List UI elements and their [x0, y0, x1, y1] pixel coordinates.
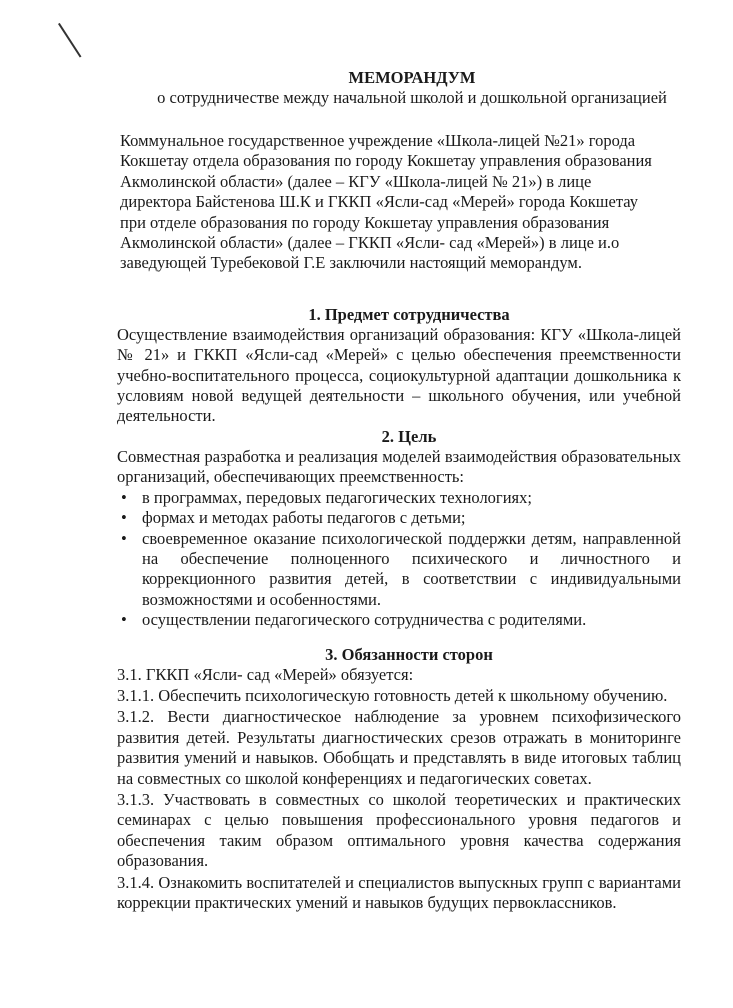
list-item	[121, 610, 681, 630]
document-title: МЕМОРАНДУМ	[348, 68, 476, 87]
intro-line: Акмолинской области» (далее – КГУ «Школа-лицей № 21») в лице	[120, 171, 592, 191]
list-item-text: осуществлении педагогического сотрудничества с родителями.	[142, 610, 587, 630]
list-item-text: в программах, передовых педагогических технологиях;	[142, 487, 532, 507]
section-text: Осуществление взаимодействия организаций образования: КГУ «Школа-лицей № 21» и ГККП «Ясли-сад «Мерей» с целью обеспечения преемственности учебно-воспитательного процесса, социокультурной адаптации дошкольника к условиям новой ведущей деятельности – школьного обучения, или учебной деятельности.	[117, 324, 681, 426]
intro-line: Кокшетау отдела образования по городу Кокшетау управления образования	[120, 151, 652, 171]
intro-paragraph	[117, 131, 681, 274]
bullet-icon: •	[121, 487, 127, 507]
document-subtitle: о сотрудничестве между начальной школой и дошкольной организацией	[157, 88, 667, 107]
list-item-text: формах и методах работы педагогов с детьми;	[142, 508, 466, 528]
list-item-text: своевременное оказание психологической поддержки детям, направленной на обеспечение полноценного психического и личностного и коррекционного развития детей, в соответствии с индивидуальными возможностями и особенностями.	[142, 528, 681, 609]
bullet-icon: •	[121, 508, 127, 528]
obligation-item: 3.1.2. Вести диагностическое наблюдение за уровнем психофизического развития детей. Результаты диагностических срезов отражать в мониторинге развития умений и навыков. Обобщать и представлять в виде итоговых таблиц на совместных со школой конференциях и педагогических советах.	[117, 707, 681, 788]
bullet-icon: •	[121, 610, 127, 630]
intro-line: Акмолинской области» (далее – ГККП «Ясли- сад «Мерей») в лице и.о	[120, 233, 620, 253]
intro-line: заведующей Туребековой Г.Е заключили настоящий меморандум.	[120, 253, 582, 273]
section-title: 3. Обязанности сторон	[325, 644, 493, 664]
intro-line: при отделе образования по городу Кокшетау управления образования	[120, 212, 610, 232]
bullet-icon: •	[121, 528, 127, 548]
section-goal	[117, 427, 681, 631]
obligation-item: 3.1.4. Ознакомить воспитателей и специалистов выпускных групп с вариантами коррекции практических умений и навыков будущих первоклассников.	[117, 872, 681, 912]
pen-mark	[58, 23, 81, 58]
memorandum-page	[117, 68, 681, 913]
obligation-item: 3.1. ГККП «Ясли- сад «Мерей» обязуется:	[117, 664, 414, 684]
section-obligations	[117, 645, 681, 914]
section-title: 2. Цель	[381, 426, 437, 446]
list-item	[121, 508, 681, 528]
section-subject	[117, 305, 681, 427]
obligation-item: 3.1.3. Участвовать в совместных со школой теоретических и практических семинарах с целью повышения профессионального уровня педагогов и обеспечения таким образом оптимального уровня качества содержания образования.	[117, 789, 681, 871]
intro-line: директора Байстенова Ш.К и ГККП «Ясли-сад «Мерей» города Кокшетау	[120, 192, 638, 212]
list-item	[121, 528, 681, 611]
goal-list	[117, 488, 681, 631]
obligation-item: 3.1.1. Обеспечить психологическую готовность детей к школьному обучению.	[117, 685, 668, 705]
list-item	[121, 487, 681, 508]
section-title: 1. Предмет сотрудничества	[308, 304, 510, 324]
intro-line: Коммунальное государственное учреждение «Школа-лицей №21» города	[120, 131, 636, 150]
section-text: Совместная разработка и реализация моделей взаимодействия образовательных организаций, обеспечивающих преемственность:	[117, 446, 681, 487]
